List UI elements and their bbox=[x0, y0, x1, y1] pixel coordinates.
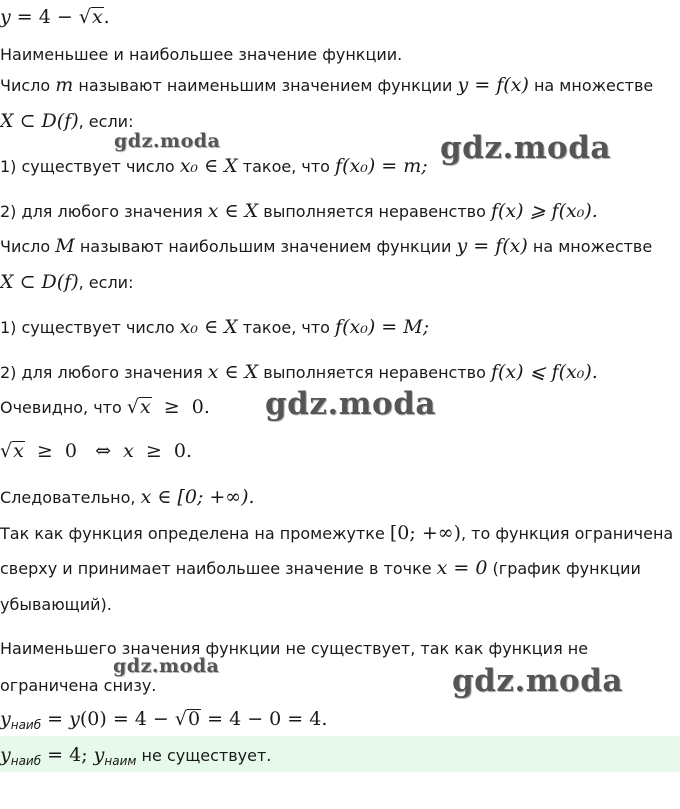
line-10-d: f(x) ⩽ f(x₀). bbox=[490, 361, 598, 383]
line-14-a: Так как функция определена на промежутке bbox=[0, 524, 390, 543]
line-16: убывающий). bbox=[0, 595, 112, 614]
line-14-c: , то функция ограничена bbox=[460, 524, 674, 543]
line-6 bbox=[0, 200, 598, 223]
line-12: √x ≥ 0 ⇔ x ≥ 0. bbox=[0, 440, 193, 462]
line-8-a: X ⊂ D(f) bbox=[0, 271, 79, 293]
line-9-c: такое, что bbox=[237, 318, 336, 337]
line-9-d: f(x₀) = M; bbox=[335, 316, 430, 338]
line-3-a: Число bbox=[0, 76, 56, 95]
line-11-a: Очевидно, что bbox=[0, 398, 127, 417]
line-15-a: сверху и принимает наибольшее значение в точке bbox=[0, 559, 437, 578]
line-6-b: x ∈ X bbox=[207, 200, 259, 222]
watermark: gdz.moda bbox=[113, 655, 220, 677]
line-4-b: , если: bbox=[78, 112, 134, 131]
line-10-b: x ∈ X bbox=[207, 361, 259, 383]
line-7 bbox=[0, 235, 652, 258]
line-4-a: X ⊂ D(f) bbox=[0, 110, 79, 132]
line-5-b: x₀ ∈ X bbox=[179, 155, 238, 177]
line-14-b: [0; +∞) bbox=[389, 522, 461, 544]
line-13 bbox=[0, 486, 255, 509]
line-13-b: x ∈ [0; +∞). bbox=[140, 486, 255, 508]
line-8-b: , если: bbox=[78, 273, 134, 292]
answer-b: не существует. bbox=[136, 746, 272, 765]
line-6-a: 2) для любого значения bbox=[0, 202, 208, 221]
line-18: ограничена снизу. bbox=[0, 676, 157, 695]
line-4 bbox=[0, 110, 133, 133]
line-9 bbox=[0, 316, 429, 339]
line-10 bbox=[0, 361, 598, 384]
answer-line: $y_{наиб} = 4$; $y_{наим}$ не существует. bbox=[0, 744, 272, 768]
line-5-c: такое, что bbox=[237, 157, 336, 176]
line-14 bbox=[0, 522, 673, 545]
line-9-a: 1) существует число bbox=[0, 318, 180, 337]
line-7-c: называют наибольшим значением функции bbox=[74, 237, 457, 256]
line-5 bbox=[0, 155, 428, 178]
line-5-d: f(x₀) = m; bbox=[335, 155, 428, 177]
line-3-b: m bbox=[55, 74, 74, 96]
line-9-b: x₀ ∈ X bbox=[179, 316, 238, 338]
line-15 bbox=[0, 557, 641, 580]
line-15-b: x = 0 bbox=[436, 557, 488, 579]
line-7-b: M bbox=[55, 235, 75, 257]
watermark: gdz.moda bbox=[440, 130, 611, 166]
line-15-c: (график функции bbox=[487, 559, 641, 578]
line-11: Очевидно, что √x ≥ 0. bbox=[0, 396, 210, 418]
line-6-c: выполняется неравенство bbox=[258, 202, 491, 221]
line-17: Наименьшего значения функции не существует, так как функция не bbox=[0, 639, 589, 658]
watermark: gdz.moda bbox=[265, 386, 436, 422]
line-19: $y_{наиб} = y(0) = 4 - √0 = 4 - 0 = 4$. bbox=[0, 708, 328, 732]
line-7-a: Число bbox=[0, 237, 56, 256]
line-3-e: на множестве bbox=[528, 76, 654, 95]
watermark: gdz.moda bbox=[452, 663, 623, 699]
line-8 bbox=[0, 271, 133, 294]
line-3 bbox=[0, 74, 653, 97]
line-10-a: 2) для любого значения bbox=[0, 363, 208, 382]
line-13-a: Следовательно, bbox=[0, 488, 141, 507]
line-1: y = 4 − √x. bbox=[0, 6, 110, 28]
line-7-e: на множестве bbox=[527, 237, 653, 256]
watermark: gdz.moda bbox=[114, 130, 221, 152]
line-3-d: y = f(x) bbox=[457, 74, 529, 96]
line-3-c: называют наименьшим значением функции bbox=[73, 76, 458, 95]
line-6-d: f(x) ⩾ f(x₀). bbox=[490, 200, 598, 222]
line-10-c: выполняется неравенство bbox=[258, 363, 491, 382]
line-2: Наименьшее и наибольшее значение функции. bbox=[0, 45, 403, 64]
line-5-a: 1) существует число bbox=[0, 157, 180, 176]
line-7-d: y = f(x) bbox=[456, 235, 528, 257]
